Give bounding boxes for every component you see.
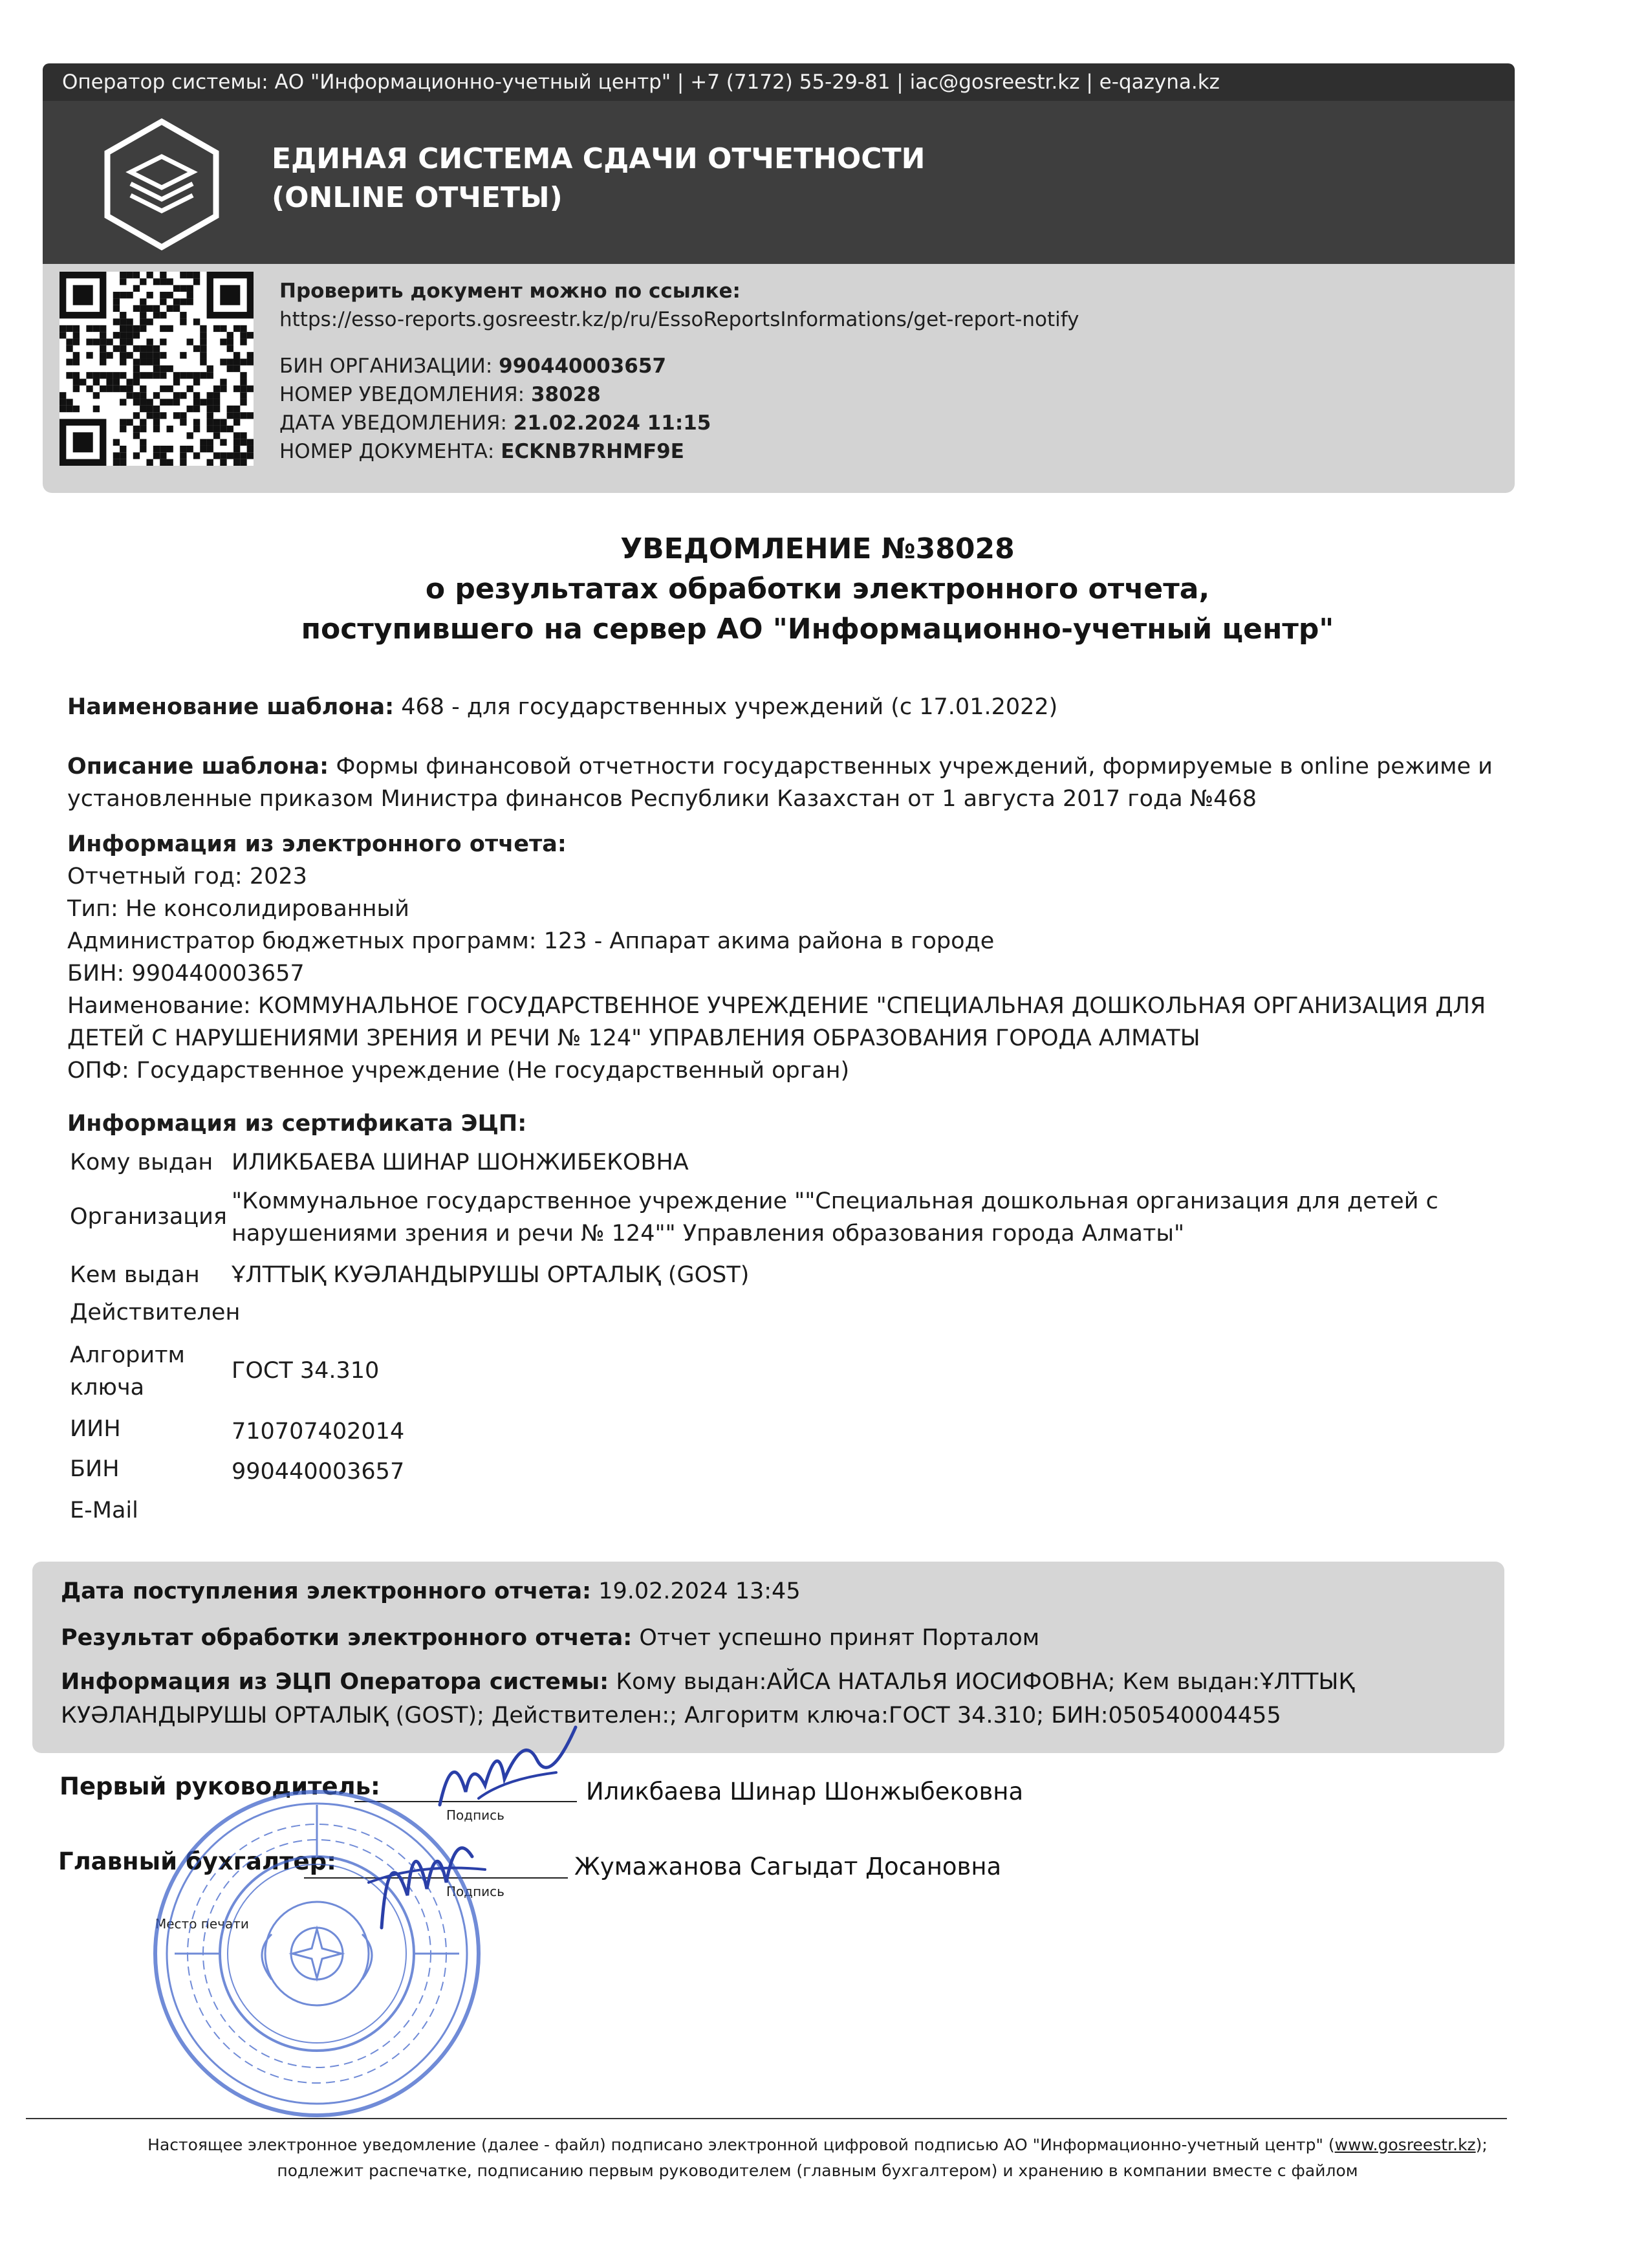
qr-code-icon [60, 272, 254, 466]
report-info-line: БИН: 990440003657 [67, 961, 305, 987]
accountant-name: Жумажанова Сагыдат Досановна [574, 1853, 1002, 1881]
org-bin-value: 990440003657 [499, 354, 667, 378]
cert-issued-to-label: Кому выдан [70, 1150, 213, 1175]
org-bin-label: БИН ОРГАНИЗАЦИИ: [279, 354, 493, 378]
cert-issued-by-value: ҰЛТТЫҚ КУӘЛАНДЫРУШЫ ОРТАЛЫҚ (GOST) [232, 1262, 750, 1288]
cert-issued-by-label: Кем выдан [70, 1262, 200, 1288]
accountant-signature [362, 1811, 492, 1941]
notice-date-label: ДАТА УВЕДОМЛЕНИЯ: [279, 411, 507, 435]
accountant-sign-caption: Подпись [446, 1884, 504, 1899]
template-name-row [67, 691, 1057, 723]
operator-bar [43, 63, 1515, 101]
footer-line-2: подлежит распечатке, подписанию первым руководителем (главным бухгалтером) и хранению в компании вместе с файлом [277, 2161, 1358, 2180]
cert-iin-value: 710707402014 [232, 1419, 405, 1445]
cert-algo-label [70, 1339, 185, 1404]
receipt-date-label: Дата поступления электронного отчета: [61, 1578, 592, 1604]
notice-subtitle-2: поступившего на сервер АО "Информационно-учетный центр" [301, 613, 1334, 646]
report-info [67, 828, 1486, 1087]
notice-date-value: 21.02.2024 11:15 [513, 411, 711, 435]
doc-no-label: НОМЕР ДОКУМЕНТА: [279, 440, 495, 463]
doc-no-row [279, 437, 1079, 466]
footer-line-1-prefix: Настоящее электронное уведомление (далее - файл) подписано электронной цифровой подписью АО "Информационно-учетный центр" ( [147, 2135, 1335, 2154]
notice-no-label: НОМЕР УВЕДОМЛЕНИЯ: [279, 383, 525, 406]
receipt-date-value: 19.02.2024 13:45 [598, 1578, 801, 1604]
accountant-label: Главный бухгалтер: [58, 1848, 336, 1875]
notice-no-value: 38028 [530, 383, 601, 406]
footer-line-1 [0, 2132, 1635, 2158]
stamp-place-label: Место печати [155, 1916, 249, 1932]
report-info-line: Наименование: КОММУНАЛЬНОЕ ГОСУДАРСТВЕННОЕ УЧРЕЖДЕНИЕ "СПЕЦИАЛЬНАЯ ДОШКОЛЬНАЯ ОРГАНИЗАЦИЯ ДЛЯ [67, 993, 1486, 1019]
verify-url[interactable]: https://esso-reports.gosreestr.kz/p/ru/EssoReportsInformations/get-report-notify [279, 308, 1079, 331]
head-signature [427, 1721, 582, 1824]
cert-heading: Информация из сертификата ЭЦП: [67, 1111, 527, 1137]
cert-issued-to-value: ИЛИКБАЕВА ШИНАР ШОНЖИБЕКОВНА [232, 1150, 689, 1175]
system-title [272, 140, 925, 217]
cert-org-value [232, 1185, 1438, 1250]
footer-divider [26, 2118, 1507, 2119]
receipt-date-row [61, 1575, 801, 1608]
report-info-line: Администратор бюджетных программ: 123 - Аппарат акима района в городе [67, 928, 995, 954]
processing-result-value: Отчет успешно принят Порталом [639, 1625, 1040, 1651]
report-info-line: ДЕТЕЙ С НАРУШЕНИЯМИ ЗРЕНИЯ И РЕЧИ № 124" УПРАВЛЕНИЯ ОБРАЗОВАНИЯ ГОРОДА АЛМАТЫ [67, 1025, 1200, 1051]
template-desc-value-2: установленные приказом Министра финансов Республики Казахстан от 1 августа 2017 года №468 [67, 786, 1257, 812]
doc-no-value: ECKNB7RHMF9E [501, 440, 684, 463]
template-name-value: 468 - для государственных учреждений (с 17.01.2022) [401, 694, 1058, 720]
processing-result-label: Результат обработки электронного отчета: [61, 1625, 633, 1651]
notice-date-row [279, 409, 1079, 437]
template-name-label: Наименование шаблона: [67, 694, 395, 720]
system-title-line1: ЕДИНАЯ СИСТЕМА СДАЧИ ОТЧЕТНОСТИ [272, 142, 926, 175]
cert-bin-value: 990440003657 [232, 1459, 405, 1485]
system-title-line2: (ONLINE ОТЧЕТЫ) [272, 181, 563, 214]
head-label: Первый руководитель: [60, 1772, 380, 1800]
notice-title: УВЕДОМЛЕНИЕ №38028 [620, 532, 1015, 565]
cert-org-value-2: нарушениями зрения и речи № 124"" Управления образования города Алматы" [232, 1221, 1185, 1247]
footer-line-1-suffix: ); [1475, 2135, 1488, 2154]
cert-algo-label-2: ключа [70, 1375, 145, 1401]
footer-link[interactable]: www.gosreestr.kz [1334, 2135, 1476, 2154]
operator-line: Оператор системы: АО "Информационно-учетный центр" | +7 (7172) 55-29-81 | iac@gosreestr.kz | e-qazyna.kz [62, 71, 1220, 94]
operator-cert-value-2: КУӘЛАНДЫРУШЫ ОРТАЛЫҚ (GOST); Действителен:; Алгоритм ключа:ГОСТ 34.310; БИН:050540004455 [61, 1703, 1281, 1728]
cert-org-value-1: "Коммунальное государственное учреждение ""Специальная дошкольная организация для детей с [232, 1188, 1438, 1214]
report-info-heading: Информация из электронного отчета: [67, 831, 567, 857]
verify-block [279, 277, 1079, 466]
cert-email-label: E-Mail [70, 1498, 138, 1523]
layers-icon [97, 116, 226, 252]
notice-no-row [279, 380, 1079, 409]
head-name: Иликбаева Шинар Шонжыбековна [586, 1778, 1024, 1805]
template-desc-value-1: Формы финансовой отчетности государственных учреждений, формируемые в online режиме и [336, 754, 1493, 780]
cert-algo-label-1: Алгоритм [70, 1342, 185, 1368]
head-sign-caption: Подпись [446, 1807, 504, 1823]
operator-cert-label: Информация из ЭЦП Оператора системы: [61, 1669, 609, 1695]
operator-cert-row [61, 1665, 1354, 1732]
cert-algo-value: ГОСТ 34.310 [232, 1358, 380, 1384]
cert-iin-label: ИИН [70, 1416, 121, 1442]
processing-result-row [61, 1621, 1039, 1655]
operator-cert-value-1: Кому выдан:АЙСА НАТАЛЬЯ ИОСИФОВНА; Кем выдан:ҰЛТТЫҚ [616, 1669, 1355, 1695]
notice-subtitle-1: о результатах обработки электронного отчета, [425, 572, 1210, 605]
report-info-line: Тип: Не консолидированный [67, 896, 409, 922]
report-info-line: Отчетный год: 2023 [67, 864, 307, 889]
check-label: Проверить документ можно по ссылке: [279, 279, 741, 303]
cert-org-label: Организация [70, 1204, 227, 1230]
template-desc-label: Описание шаблона: [67, 754, 329, 780]
org-bin-row [279, 352, 1079, 380]
cert-valid-label: Действителен [70, 1300, 241, 1325]
cert-bin-label: БИН [70, 1456, 120, 1482]
template-desc [67, 750, 1493, 815]
report-info-line: ОПФ: Государственное учреждение (Не государственный орган) [67, 1058, 850, 1084]
